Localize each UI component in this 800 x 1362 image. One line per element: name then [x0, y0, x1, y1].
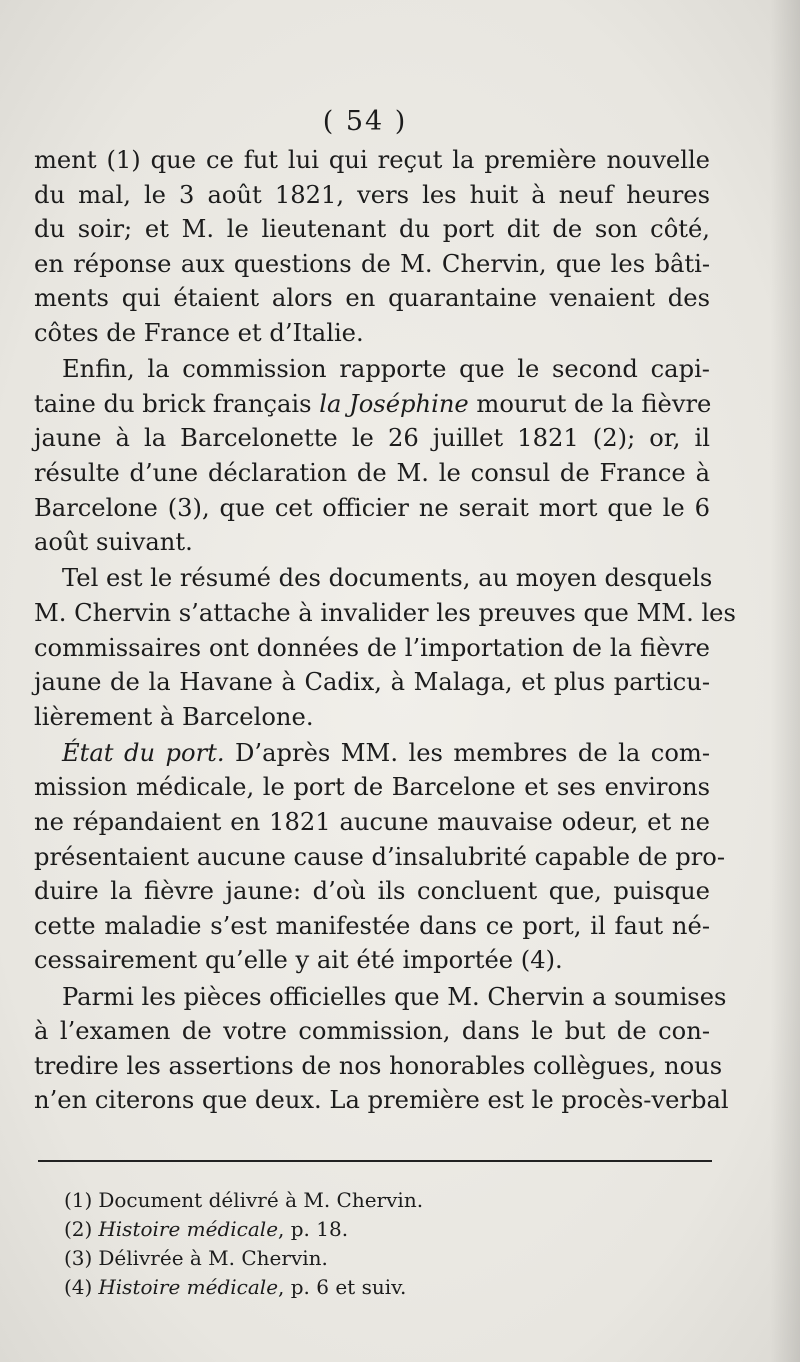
text-line	[34, 736, 710, 771]
footnote-text: Délivrée à M. Chervin.	[98, 1246, 328, 1270]
text-run: mourut de la fièvre	[468, 389, 712, 418]
text-run: cette maladie s’est manifestée dans ce port, il faut né-	[34, 911, 710, 940]
text-run: présentaient aucune cause d’insalubrité capable de pro-	[34, 842, 725, 871]
footnote-mark: (3)	[64, 1246, 93, 1270]
text-line	[34, 281, 710, 316]
text-run: ment (1) que ce fut lui qui reçut la première nouvelle	[34, 146, 710, 174]
text-line	[34, 352, 710, 387]
text-run: Barcelone (3), que cet officier ne serait mort que le 6	[34, 493, 710, 522]
footnote-mark: (1)	[64, 1188, 93, 1212]
footnote	[64, 1215, 704, 1244]
text-line	[34, 770, 710, 805]
text-run: taine du brick français	[34, 389, 320, 418]
footnote	[64, 1244, 704, 1273]
section-heading: État du port.	[62, 738, 225, 767]
text-line	[34, 387, 710, 422]
text-line	[34, 840, 725, 875]
text-line	[34, 805, 710, 840]
text-run: mission médicale, le port de Barcelone et ses environs	[34, 773, 710, 802]
text-line	[34, 1049, 723, 1084]
text-line	[34, 631, 710, 666]
text-run: à l’examen de votre commission, dans le but de con-	[34, 1017, 710, 1046]
text-line	[34, 700, 710, 735]
text-run: commissaires ont données de l’importation de la fièvre	[34, 633, 710, 662]
text-run: en réponse aux questions de M. Chervin, que les bâti-	[34, 249, 710, 278]
text-run: lièrement à Barcelone.	[34, 702, 314, 731]
text-line	[34, 874, 710, 909]
text-run: Tel est le résumé des documents, au moyen desquels	[62, 564, 713, 593]
text-run: n’en citerons que deux. La première est le procès-verbal	[34, 1086, 729, 1115]
text-run: cessairement qu’elle y ait été importée (4).	[34, 946, 563, 975]
text-line	[34, 316, 710, 351]
text-line	[34, 143, 710, 178]
footnote-mark: (2)	[64, 1217, 93, 1241]
text-line	[34, 525, 710, 560]
text-run: jaune de la Havane à Cadix, à Malaga, et plus particu-	[34, 668, 710, 697]
text-line	[34, 909, 710, 944]
text-line	[34, 1083, 729, 1118]
text-line	[34, 212, 710, 247]
footnote-text: , p. 18.	[278, 1217, 349, 1241]
footnote-mark: (4)	[64, 1275, 93, 1299]
page-edge-shadow	[770, 0, 800, 1362]
text-line	[34, 665, 710, 700]
text-run: Enfin, la commission rapporte que le second capi-	[62, 355, 710, 384]
footnote-divider	[38, 1160, 712, 1162]
text-run: M. Chervin s’attache à invalider les preuves que MM. les	[34, 598, 736, 627]
text-line	[34, 561, 713, 596]
text-line	[34, 980, 727, 1015]
text-line	[34, 943, 710, 978]
footnotes	[64, 1186, 704, 1302]
text-run: du mal, le 3 août 1821, vers les huit à neuf heures	[34, 180, 710, 209]
text-line	[34, 247, 710, 282]
text-run: août suivant.	[34, 528, 193, 557]
text-line	[34, 491, 710, 526]
text-run: résulte d’une déclaration de M. le consul de France à	[34, 458, 710, 487]
text-run: tredire les assertions de nos honorables collègues, nous	[34, 1051, 723, 1080]
text-run: duire la fièvre jaune: d’où ils concluent que, puisque	[34, 877, 710, 906]
text-run: côtes de France et d’Italie.	[34, 318, 364, 347]
body-text	[34, 143, 736, 1118]
text-line	[34, 178, 710, 213]
footnote-title: Histoire médicale	[98, 1275, 279, 1299]
page-number: ( 54 )	[322, 106, 408, 137]
text-line	[34, 456, 710, 491]
footnote-title: Histoire médicale	[98, 1217, 279, 1241]
text-run: du soir; et M. le lieutenant du port dit de son côté,	[34, 215, 710, 244]
text-run: ne répandaient en 1821 aucune mauvaise odeur, et ne	[34, 808, 710, 837]
text-run: Parmi les pièces officielles que M. Chervin a soumises	[62, 982, 727, 1011]
text-run: D’après MM. les membres de la com-	[224, 738, 710, 767]
footnote-text: , p. 6 et suiv.	[278, 1275, 407, 1299]
text-run: ments qui étaient alors en quarantaine venaient des	[34, 284, 710, 313]
footnote	[64, 1273, 704, 1302]
italic-title: la Joséphine	[319, 389, 469, 418]
text-line	[34, 596, 736, 631]
footnote	[64, 1186, 704, 1215]
text-line	[34, 1014, 710, 1049]
text-line	[34, 421, 710, 456]
text-run: jaune à la Barcelonette le 26 juillet 1821 (2); or, il	[34, 424, 710, 453]
footnote-text: Document délivré à M. Chervin.	[98, 1188, 424, 1212]
